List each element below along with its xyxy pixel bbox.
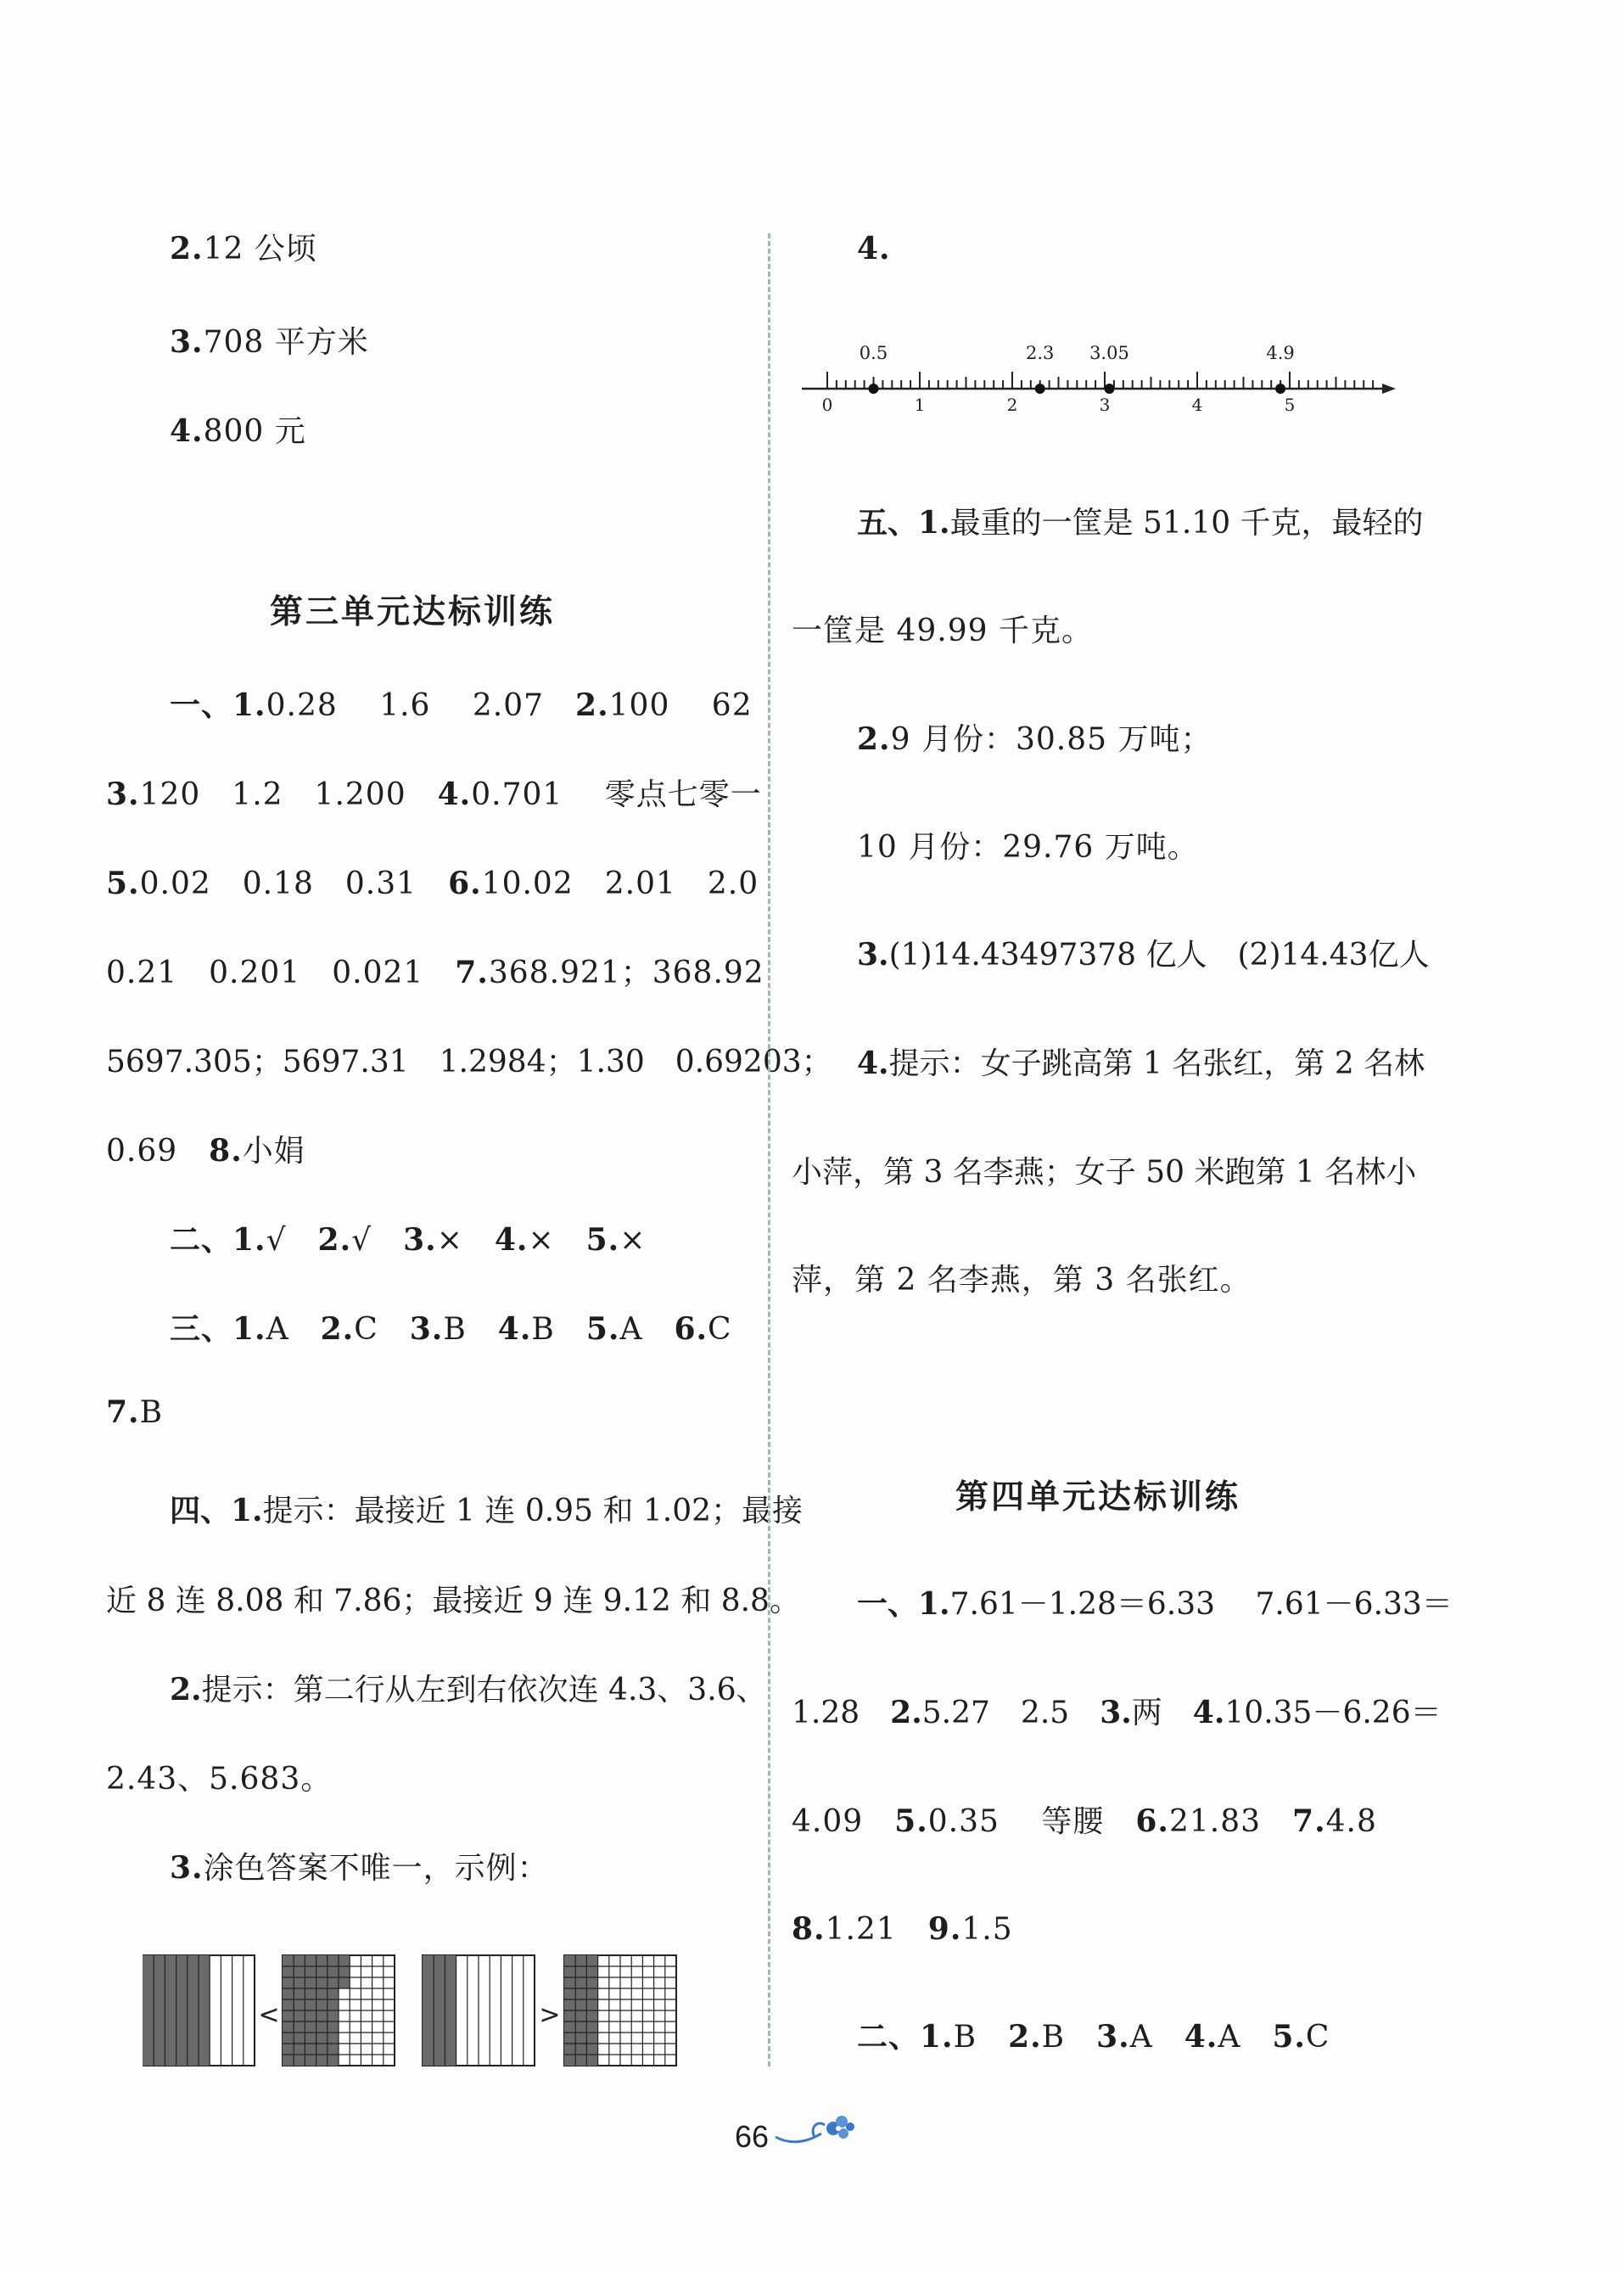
answer-text: × [619,1223,647,1258]
answer-line [170,1305,732,1349]
answer-text: C [354,1312,410,1347]
answer-text: C [1305,2020,1330,2055]
tick-label: 1 [914,395,926,415]
answer-text: 2.43、5.683。 [106,1762,333,1797]
question-number: 3. [857,937,889,973]
answer-line [106,771,762,814]
answer-line [106,1577,800,1620]
answer-text: 萍，第 2 名李燕，第 3 名张红。 [792,1263,1252,1298]
question-number: 3. [170,1850,204,1886]
number-line-point [1035,384,1045,394]
answer-text: 5697.305；5697.31 1.2984；1.30 0.69203； [106,1045,832,1079]
question-number: 2. [320,1311,355,1347]
decimal-grid [143,1955,255,2066]
answer-text: A [619,1312,675,1347]
question-number: 6. [448,866,482,901]
answer-text: 1.28 [792,1696,891,1730]
answer-line [857,2013,1330,2056]
question-number: 4. [494,1222,529,1258]
answer-text: 最重的一筐是 51.10 千克，最轻的 [949,506,1424,541]
answer-text: B [139,1395,164,1430]
answer-text: 两 [1131,1696,1193,1730]
answer-line [792,1905,1013,1949]
answer-text: 提示：女子跳高第 1 名张红，第 2 名林 [888,1046,1425,1081]
question-number: 3. [1100,1695,1132,1730]
answer-text: × [436,1223,495,1258]
question-number: 4. [857,1046,889,1081]
answer-text: B [953,2020,1009,2055]
compare-sign: < [258,2000,280,2030]
answer-line: 3.708 平方米 [170,324,369,360]
answer-text: C [708,1312,732,1347]
point-label: 2.3 [1025,343,1055,363]
unit3-title: 第三单元达标训练 [270,593,556,631]
question-number: 5. [106,866,140,901]
number-line-point [1104,384,1114,394]
question-number: 3. [106,777,140,812]
answer-text: 9 月份：30.85 万吨； [890,722,1212,757]
question-number: 9. [927,1911,962,1947]
answer-line [170,1487,803,1530]
question-number: 一、1. [170,687,266,723]
unit4-title: 第四单元达标训练 [955,1478,1241,1517]
point-label: 4.9 [1266,343,1295,363]
answer-line [857,1040,1425,1083]
question-number: 五、1. [857,505,950,541]
question-number: 4. [1184,2019,1218,2055]
answer-text: 一筐是 49.99 千克。 [792,614,1093,648]
answer-text: 小娟 [242,1134,305,1169]
tick-label: 2 [1006,395,1018,415]
tick-label: 5 [1284,395,1296,415]
answer-line [170,681,753,725]
answer-text: 368.921；368.92 [488,956,764,990]
answer-line: 2.12 公顷 [170,231,317,266]
answer-text: A [1218,2020,1273,2055]
question-number: 5. [1272,2019,1306,2055]
answer-text: 近 8 连 8.08 和 7.86；最接近 9 连 9.12 和 8.8。 [106,1584,800,1618]
answer-line [170,1216,646,1259]
answer-line [857,499,1424,542]
question-number: 5. [585,1311,620,1347]
question-number: 二、1. [857,2019,954,2055]
tick-label: 4 [1191,395,1203,415]
point-label: 0.5 [859,343,888,363]
answer-text: 0.69 [106,1134,210,1169]
answer-line [106,860,759,903]
shaded-area [339,1955,350,1988]
point-label: 3.05 [1089,343,1129,363]
question-number: 8. [792,1911,826,1947]
q4-label: 4. [857,231,891,266]
question-number: 2. [890,1695,922,1730]
answer-line [857,1580,1453,1623]
answer-text: 7.61－1.28＝6.33 7.61－6.33＝ [949,1587,1453,1622]
answer-text: 10 月份：29.76 万吨。 [857,830,1199,865]
question-number: 四、1. [170,1493,263,1528]
flower-icon [774,2111,867,2149]
answer-line [170,1844,549,1887]
question-number: 5. [585,1222,620,1258]
question-number: 4. [437,777,472,812]
answer-line [106,1755,332,1798]
answer-text: A [1129,2020,1184,2055]
question-number: 6. [674,1311,708,1347]
answer-line [792,607,1093,650]
question-number: 三、1. [170,1311,266,1347]
answer-line [106,1038,832,1081]
answer-text: 小萍，第 3 名李燕；女子 50 米跑第 1 名林小 [792,1155,1417,1190]
answer-text: 0.21 0.201 0.021 [106,956,456,990]
answer-text: 提示：第二行从左到右依次连 4.3、3.6、 [201,1673,767,1707]
question-number: 7. [1292,1803,1326,1839]
answer-text: 涂色答案不唯一，示例： [203,1851,549,1886]
answer-text: (1)14.43497378 亿人 (2)14.43亿人 [888,938,1430,973]
question-number: 8. [209,1133,243,1169]
question-number: 2. [857,721,891,757]
arrow-icon [1382,384,1396,394]
answer-text: B [1041,2020,1097,2055]
question-number: 7. [106,1394,140,1430]
page-number: 66 [735,2119,770,2154]
tick-label: 3 [1099,395,1111,415]
question-number: 6. [1135,1803,1169,1839]
decimal-grid [564,1955,676,2066]
question-number: 2. [170,1672,202,1707]
answer-text: B [531,1312,586,1347]
question-number: 一、1. [857,1586,950,1622]
question-number: 4. [1192,1695,1225,1730]
answer-line [857,931,1430,974]
answer-text: 0.02 0.18 0.31 [139,866,449,901]
question-number: 2. [317,1222,352,1258]
question-number: 4. [497,1311,532,1347]
answer-text: 100 62 [608,688,753,723]
answer-text: 10.35－6.26＝ [1224,1696,1442,1730]
answer-line: 4.800 元 [170,413,306,449]
question-number: 3. [409,1311,444,1347]
answer-line [792,1689,1442,1732]
shaded-area [423,1955,456,2066]
answer-text: A [266,1312,321,1347]
answer-line [170,1666,767,1709]
question-number: 二、1. [170,1222,266,1258]
answer-line [792,1256,1252,1299]
answer-text: √ [351,1223,404,1258]
answer-text: 5.27 2.5 [921,1696,1100,1730]
answer-line [106,1394,163,1430]
answer-text: 0.35 等腰 [927,1804,1136,1839]
answer-line [857,823,1199,866]
shaded-grid-figures [143,1952,703,2071]
answer-text: 0.701 零点七零一 [471,777,762,812]
question-number: 2. [575,687,609,723]
column-divider [768,233,770,2066]
answer-text: 提示：最接近 1 连 0.95 和 1.02；最接 [262,1494,804,1528]
tick-label: 0 [821,395,833,415]
number-line [802,335,1413,429]
decimal-grid [283,1955,395,2066]
question-number: 7. [455,955,489,990]
answer-line [792,1148,1416,1192]
answer-text: 10.02 2.01 2.0 [481,866,759,901]
answer-line [106,949,764,992]
question-number: 5. [894,1803,928,1839]
number-line-point [869,384,879,394]
question-number: 2. [1008,2019,1042,2055]
answer-text: B [443,1312,498,1347]
compare-sign: > [539,2000,561,2030]
number-line-point [1275,384,1285,394]
answer-text: √ [266,1223,318,1258]
answer-text: 4.8 [1325,1804,1377,1839]
question-number: 3. [1096,2019,1130,2055]
decimal-grid [423,1955,535,2066]
answer-text: 0.28 1.6 2.07 [266,688,576,723]
answer-text: 1.5 [961,1912,1013,1947]
answer-line [792,1797,1377,1841]
answer-text: 4.09 [792,1804,895,1839]
answer-text: 1.21 [825,1912,928,1947]
answer-text: 21.83 [1168,1804,1293,1839]
answer-line [857,715,1212,759]
answer-text: × [528,1223,586,1258]
answer-line [106,1127,305,1170]
answer-text: 120 1.2 1.200 [139,777,438,812]
question-number: 3. [403,1222,437,1258]
